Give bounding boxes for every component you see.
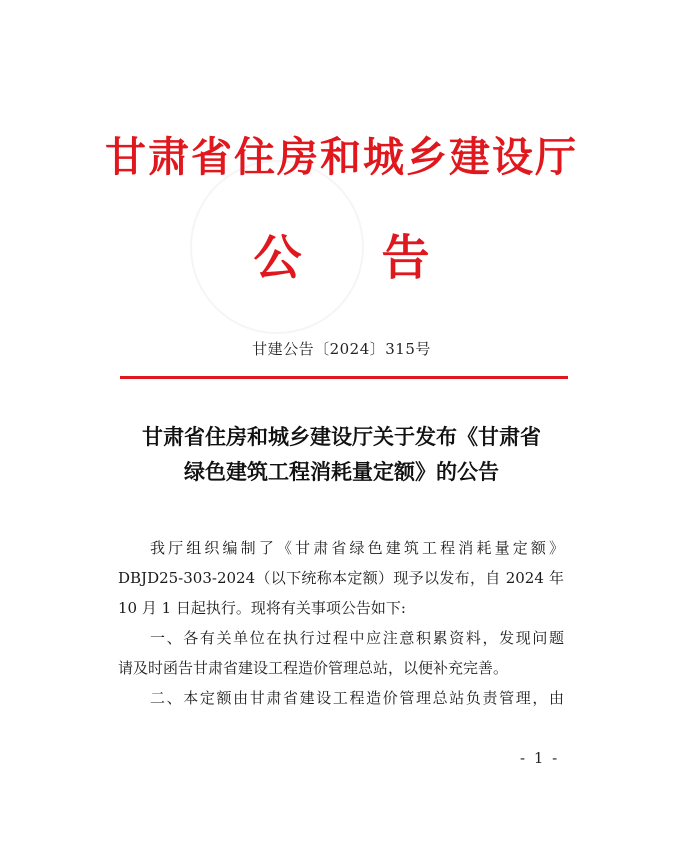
paragraph-3-line-1: 二、本定额由甘肃省建设工程造价管理总站负责管理，由 <box>150 689 564 707</box>
subject-line-2: 绿色建筑工程消耗量定额》的公告 <box>184 460 499 484</box>
page-number: - 1 - <box>520 749 560 767</box>
paragraph-1-line-3: 10 月 1 日起执行。现将有关事项公告如下: <box>118 599 406 617</box>
paragraph-1-line-1: 我厅组织编制了《甘肃省绿色建筑工程消耗量定额》 <box>150 539 564 557</box>
paragraph-2-line-2: 请及时函告甘肃省建设工程造价管理总站，以便补充完善。 <box>118 659 509 677</box>
subject-line-1: 甘肃省住房和城乡建设厅关于发布《甘肃省 <box>142 425 541 449</box>
paragraph-2-line-1: 一、各有关单位在执行过程中应注意积累资料，发现问题 <box>150 629 564 647</box>
paragraph-1-line-2: DBJD25-303-2024（以下统称本定额）现予以发布，自 2024 年 <box>118 569 564 587</box>
document-type-title: 公告 <box>253 230 510 286</box>
announcement-subject <box>100 420 583 490</box>
red-header-rule <box>120 376 568 379</box>
announcement-body <box>118 533 564 713</box>
document-number: 甘建公告〔2024〕315号 <box>252 340 431 358</box>
issuing-authority-title: 甘肃省住房和城乡建设厅 <box>105 133 578 181</box>
